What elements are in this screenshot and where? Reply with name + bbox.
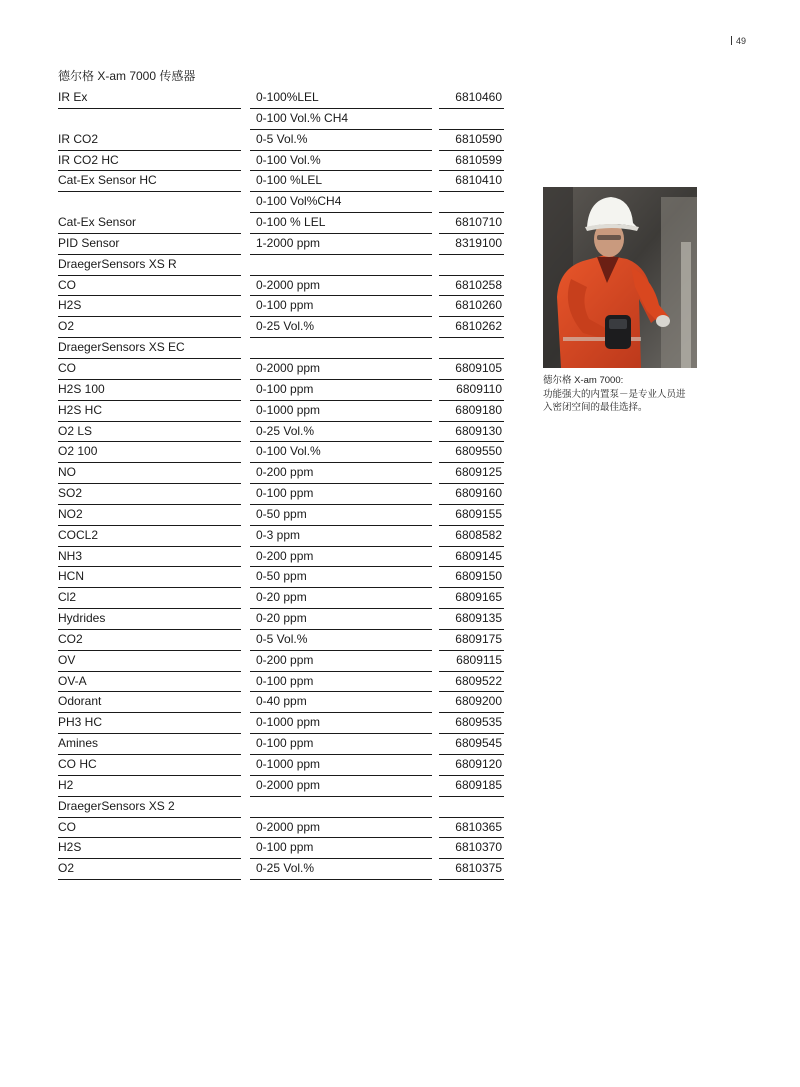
measuring-range-cell: 0-5 Vol.% [250,130,432,151]
sensor-name-cell: COCL2 [58,526,241,547]
sensor-name-cell: O2 [58,859,241,880]
measuring-range-cell: 0-200 ppm [250,651,432,672]
order-number-cell: 6809165 [439,588,504,609]
sensor-name-cell [58,109,241,130]
order-number-cell: 6809105 [439,359,504,380]
measuring-range-cell: 0-100 Vol%CH4 [250,192,432,213]
measuring-range-cell: 0-2000 ppm [250,359,432,380]
sensor-name-cell: Amines [58,734,241,755]
page-number-value: 49 [736,36,747,46]
measuring-range-cell: 0-3 ppm [250,526,432,547]
order-number-cell [439,192,504,213]
section-title: 德尔格 X-am 7000 传感器 [58,69,196,83]
order-number-cell: 6809120 [439,755,504,776]
sensor-name-cell [58,192,241,213]
order-number-cell: 6809145 [439,547,504,568]
table-row [58,359,504,380]
order-number-cell: 6809155 [439,505,504,526]
sensor-name-cell: CO [58,276,241,297]
table-row [58,463,504,484]
sensor-name-cell: CO HC [58,755,241,776]
sensor-name-cell: HCN [58,567,241,588]
measuring-range-cell: 0-20 ppm [250,588,432,609]
sensor-name-cell: CO [58,818,241,839]
order-number-cell: 6810410 [439,171,504,192]
sensor-name-cell: OV-A [58,672,241,693]
sensor-name-cell: O2 100 [58,442,241,463]
order-number-cell: 6809115 [439,651,504,672]
order-number-cell: 6810370 [439,838,504,859]
page-number [731,36,746,46]
table-row [58,88,504,109]
measuring-range-cell: 0-200 ppm [250,547,432,568]
order-number-cell: 6809125 [439,463,504,484]
sensor-name-cell: H2 [58,776,241,797]
table-row [58,797,504,818]
sensor-name-cell: Cl2 [58,588,241,609]
measuring-range-cell: 0-1000 ppm [250,401,432,422]
order-number-cell: 8319100 [439,234,504,255]
table-row [58,296,504,317]
measuring-range-cell: 0-100 ppm [250,672,432,693]
table-row [58,776,504,797]
table-row [58,317,504,338]
order-number-cell [439,797,504,818]
measuring-range-cell: 0-100 %LEL [250,171,432,192]
table-row [58,567,504,588]
order-number-cell: 6808582 [439,526,504,547]
caption-line: 入密闭空间的最佳选择。 [543,402,648,413]
table-row [58,234,504,255]
sensor-name-cell: H2S [58,838,241,859]
table-row [58,713,504,734]
order-number-cell: 6809185 [439,776,504,797]
table-row [58,630,504,651]
measuring-range-cell: 0-1000 ppm [250,713,432,734]
table-row [58,380,504,401]
sensor-name-cell: Odorant [58,692,241,713]
order-number-cell [439,109,504,130]
table-row [58,692,504,713]
table-row [58,442,504,463]
sensor-name-cell: DraegerSensors XS EC [58,338,241,359]
measuring-range-cell: 0-100 Vol.% CH4 [250,109,432,130]
sensor-name-cell: CO [58,359,241,380]
order-number-cell: 6810460 [439,88,504,109]
measuring-range-cell: 0-2000 ppm [250,276,432,297]
measuring-range-cell: 0-2000 ppm [250,818,432,839]
table-row [58,130,504,151]
sensor-name-cell: Hydrides [58,609,241,630]
measuring-range-cell: 0-25 Vol.% [250,422,432,443]
order-number-cell: 6809160 [439,484,504,505]
measuring-range-cell [250,338,432,359]
table-row [58,255,504,276]
order-number-cell: 6809110 [439,380,504,401]
table-row [58,276,504,297]
table-row [58,859,504,880]
measuring-range-cell: 0-50 ppm [250,505,432,526]
measuring-range-cell: 0-1000 ppm [250,755,432,776]
table-row [58,734,504,755]
sensor-name-cell: O2 [58,317,241,338]
measuring-range-cell: 0-100%LEL [250,88,432,109]
page-number-rule [731,36,732,45]
table-row [58,672,504,693]
order-number-cell: 6809522 [439,672,504,693]
table-row [58,151,504,172]
order-number-cell: 6809135 [439,609,504,630]
sensor-name-cell: Cat-Ex Sensor [58,213,241,234]
order-number-cell: 6809150 [439,567,504,588]
order-number-cell: 6810710 [439,213,504,234]
measuring-range-cell: 1-2000 ppm [250,234,432,255]
caption-line: 功能强大的内置泵－是专业人员进 [543,388,686,400]
table-row [58,484,504,505]
table-row [58,192,504,213]
order-number-cell: 6810599 [439,151,504,172]
sensor-name-cell: OV [58,651,241,672]
order-number-cell: 6809545 [439,734,504,755]
measuring-range-cell: 0-100 ppm [250,380,432,401]
order-number-cell: 6810365 [439,818,504,839]
measuring-range-cell [250,255,432,276]
sensor-name-cell: H2S 100 [58,380,241,401]
sensor-name-cell: SO2 [58,484,241,505]
sensor-table [58,88,504,880]
order-number-cell: 6809550 [439,442,504,463]
sensor-name-cell: Cat-Ex Sensor HC [58,171,241,192]
measuring-range-cell: 0-100 Vol.% [250,442,432,463]
measuring-range-cell: 0-100 ppm [250,734,432,755]
sensor-name-cell: DraegerSensors XS R [58,255,241,276]
sensor-name-cell: NH3 [58,547,241,568]
order-number-cell: 6809200 [439,692,504,713]
order-number-cell: 6809180 [439,401,504,422]
order-number-cell: 6810262 [439,317,504,338]
table-row [58,547,504,568]
measuring-range-cell: 0-20 ppm [250,609,432,630]
measuring-range-cell: 0-25 Vol.% [250,317,432,338]
measuring-range-cell: 0-100 Vol.% [250,151,432,172]
table-row [58,838,504,859]
table-row [58,401,504,422]
table-row [58,109,504,130]
sensor-name-cell: DraegerSensors XS 2 [58,797,241,818]
table-row [58,755,504,776]
measuring-range-cell: 0-200 ppm [250,463,432,484]
measuring-range-cell: 0-100 % LEL [250,213,432,234]
measuring-range-cell: 0-100 ppm [250,484,432,505]
sensor-name-cell: H2S HC [58,401,241,422]
measuring-range-cell: 0-100 ppm [250,296,432,317]
order-number-cell: 6810260 [439,296,504,317]
table-row [58,526,504,547]
order-number-cell: 6809175 [439,630,504,651]
sensor-name-cell: IR CO2 [58,130,241,151]
sensor-name-cell: PID Sensor [58,234,241,255]
sensor-name-cell: O2 LS [58,422,241,443]
sensor-name-cell: PH3 HC [58,713,241,734]
measuring-range-cell [250,797,432,818]
table-row [58,338,504,359]
order-number-cell [439,338,504,359]
worker-illustration [543,187,697,368]
measuring-range-cell: 0-100 ppm [250,838,432,859]
caption-line: 德尔格 X-am 7000: [543,375,624,386]
sensor-name-cell: CO2 [58,630,241,651]
table-row [58,818,504,839]
sensor-name-cell: IR Ex [58,88,241,109]
worker-photo [543,187,697,368]
sensor-name-cell: H2S [58,296,241,317]
table-row [58,609,504,630]
sensor-name-cell: NO2 [58,505,241,526]
measuring-range-cell: 0-2000 ppm [250,776,432,797]
order-number-cell: 6810258 [439,276,504,297]
table-row [58,213,504,234]
table-row [58,588,504,609]
table-row [58,422,504,443]
table-row [58,651,504,672]
order-number-cell: 6810375 [439,859,504,880]
table-row [58,505,504,526]
measuring-range-cell: 0-5 Vol.% [250,630,432,651]
measuring-range-cell: 0-40 ppm [250,692,432,713]
measuring-range-cell: 0-25 Vol.% [250,859,432,880]
table-row [58,171,504,192]
sensor-name-cell: NO [58,463,241,484]
measuring-range-cell: 0-50 ppm [250,567,432,588]
order-number-cell [439,255,504,276]
order-number-cell: 6809130 [439,422,504,443]
photo-caption [543,374,703,415]
order-number-cell: 6810590 [439,130,504,151]
sensor-name-cell: IR CO2 HC [58,151,241,172]
order-number-cell: 6809535 [439,713,504,734]
